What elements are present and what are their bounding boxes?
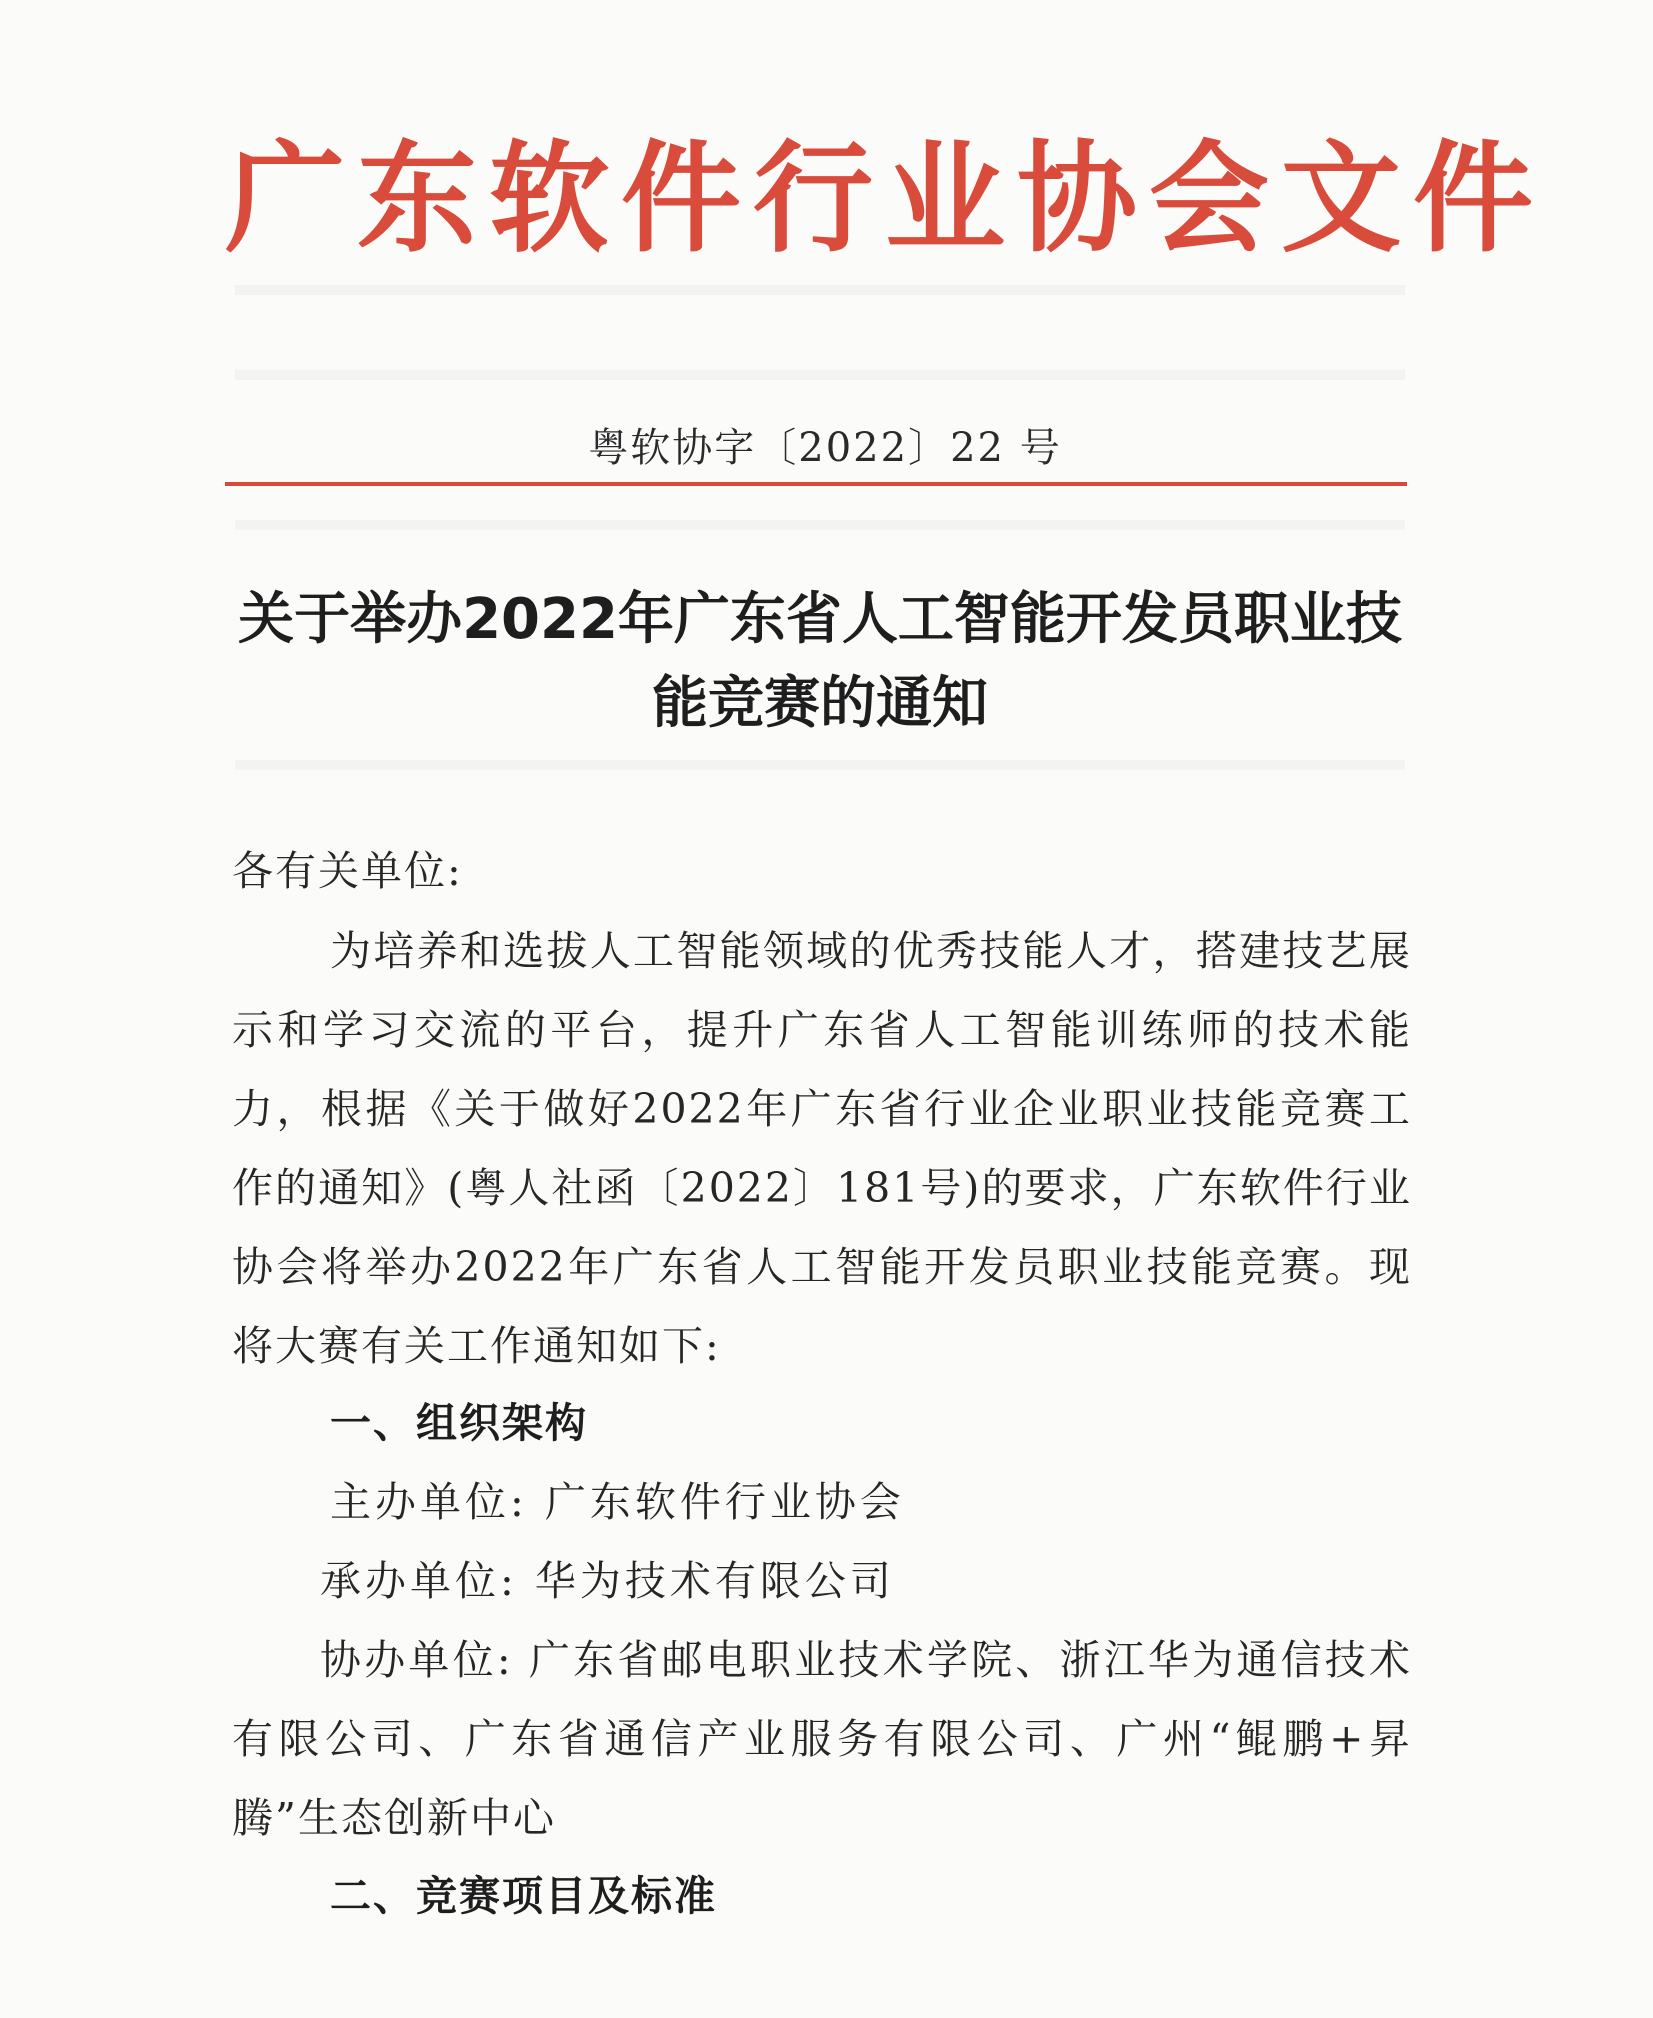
host-unit: 主办单位: 广东软件行业协会 (330, 1478, 905, 1526)
document-number: 粤软协字〔2022〕22 号 (588, 425, 1062, 471)
intro-paragraph: 为培养和选拔人工智能领域的优秀技能人才，搭建技艺展示和学习交流的平台，提升广东省人工智能训练师的技术能力，根据《关于做好2022年广东省行业企业职业技能竞赛工作的通知》(粤人社函〔2022〕181号)的要求，广东软件行业协会将举办2022年广东省人工智能开发员职业技能竞赛。现将大赛有关工作通知如下: (232, 927, 1412, 1370)
show-through-mark (235, 760, 1405, 770)
show-through-mark (235, 520, 1405, 530)
red-divider (225, 482, 1407, 486)
section-heading-competition: 二、竞赛项目及标准 (330, 1872, 717, 1920)
co-organizer-units: 协办单位: 广东省邮电职业技术学院、浙江华为通信技术有限公司、广东省通信产业服务有限公司、广州“鲲鹏+昇腾”生态创新中心 (232, 1636, 1412, 1842)
show-through-mark (235, 285, 1405, 295)
notice-title: 关于举办2022年广东省人工智能开发员职业技能竞赛的通知 (238, 587, 1402, 736)
show-through-mark (235, 370, 1405, 380)
section-heading-organization: 一、组织架构 (330, 1399, 588, 1447)
organizer-unit: 承办单位: 华为技术有限公司 (320, 1557, 895, 1605)
salutation: 各有关单位: (232, 847, 463, 895)
issuer-title: 广东软件行业协会文件 (225, 130, 1545, 269)
